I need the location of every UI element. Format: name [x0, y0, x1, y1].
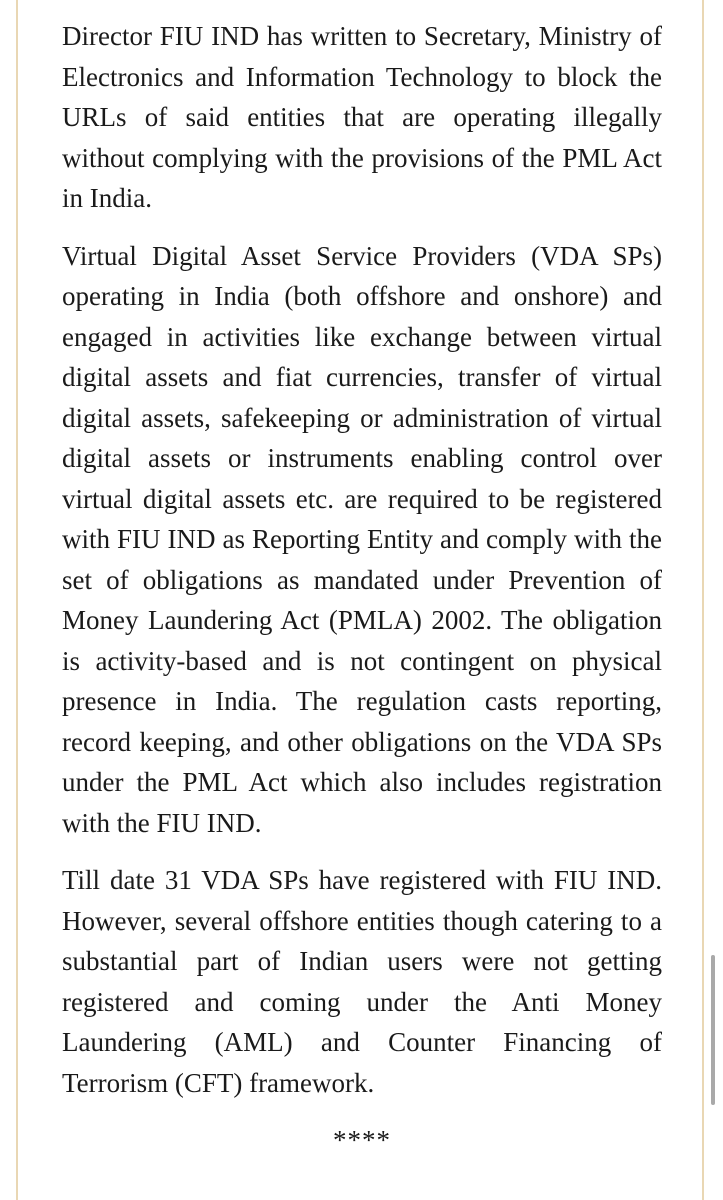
- page-border-right: [702, 0, 704, 1200]
- paragraph-registration-status: Till date 31 VDA SPs have registered with FIU IND. However, several offshore entities though catering to a substantial part of Indian users were not getting registered and coming under the Anti Money Laundering (AML) and Counter Financing of Terrorism (CFT) framework.: [62, 865, 662, 1098]
- document-body: [62, 16, 662, 1161]
- paragraph-blocking-urls: Director FIU IND has written to Secretary, Ministry of Electronics and Information Technology to block the URLs of said entities that are operating illegally without complying with the provisions of the PML Act in India.: [62, 21, 662, 213]
- paragraph-vda-sp-obligations: Virtual Digital Asset Service Providers (VDA SPs) operating in India (both offshore and onshore) and engaged in activities like exchange between virtual digital assets and fiat currencies, transfer of virtual digital assets, safekeeping or administration of virtual digital assets or instruments enabling control over virtual digital assets etc. are required to be registered with FIU IND as Reporting Entity and comply with the set of obligations as mandated under Prevention of Money Laundering Act (PMLA) 2002. The obligation is activity-based and is not contingent on physical presence in India. The regulation casts reporting, record keeping, and other obligations on the VDA SPs under the PML Act which also includes registration with the FIU IND.: [62, 240, 662, 838]
- section-separator: ****: [333, 1125, 391, 1155]
- page-border-left: [16, 0, 18, 1200]
- vertical-scrollbar[interactable]: [711, 955, 715, 1105]
